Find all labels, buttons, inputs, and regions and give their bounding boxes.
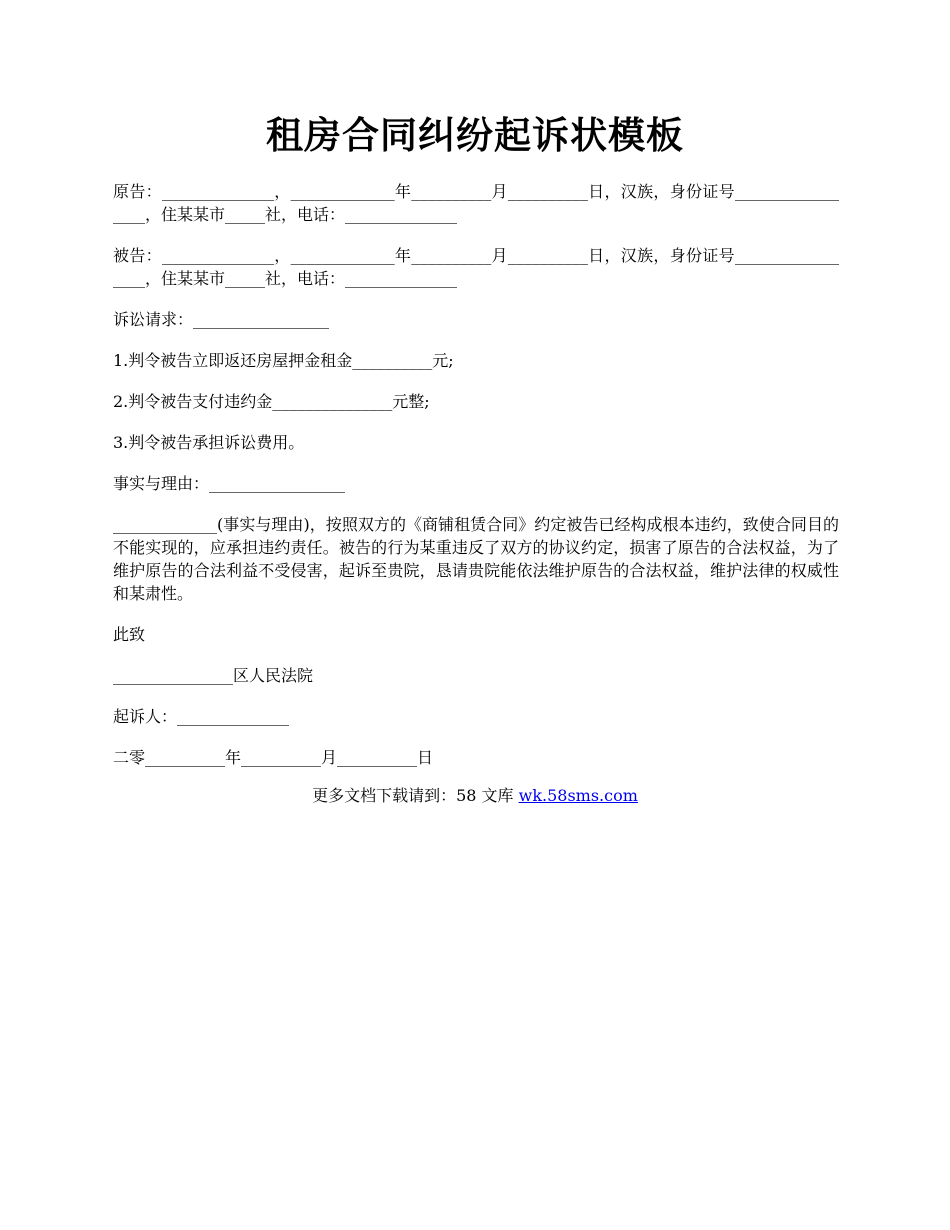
salutation: 此致 xyxy=(113,625,146,644)
facts-heading: 事实与理由：_________________ xyxy=(113,474,346,493)
document-title: 租房合同纠纷起诉状模板 xyxy=(266,114,684,157)
download-footer xyxy=(0,784,950,807)
claim-item-3: 3.判令被告承担诉讼费用。 xyxy=(113,433,305,452)
claim-item-2: 2.判令被告支付违约金_______________元整; xyxy=(113,392,430,411)
plaintiff-info-paragraph: 原告：______________，_____________年__________月__________日，汉族，身份证号_________________，住某某市_____社，电话：______________ xyxy=(113,182,839,224)
claim-item-1: 1.判令被告立即返还房屋押金租金__________元; xyxy=(113,351,454,370)
footer-text: 更多文档下载请到：58 文库 xyxy=(312,786,519,805)
court-name-line: _______________区人民法院 xyxy=(113,666,314,685)
date-line: 二零__________年__________月__________日 xyxy=(113,748,434,767)
claims-heading: 诉讼请求：_________________ xyxy=(113,310,330,329)
plaintiff-signature-line: 起诉人：______________ xyxy=(113,707,290,726)
facts-paragraph: _____________(事实与理由)，按照双方的《商铺租赁合同》约定被告已经构成根本违约，致使合同目的不能实现的，应承担违约责任。被告的行为某重违反了双方的协议约定，损害了原告的合法权益，为了维护原告的合法利益不受侵害，起诉至贵院，恳请贵院能依法维护原告的合法权益，维护法律的权威性和某肃性。 xyxy=(113,515,839,603)
footer-link[interactable]: wk.58sms.com xyxy=(518,786,638,805)
defendant-info-paragraph: 被告：______________，_____________年__________月__________日，汉族，身份证号_________________，住某某市_____社，电话：______________ xyxy=(113,246,839,288)
document-body xyxy=(113,180,839,787)
